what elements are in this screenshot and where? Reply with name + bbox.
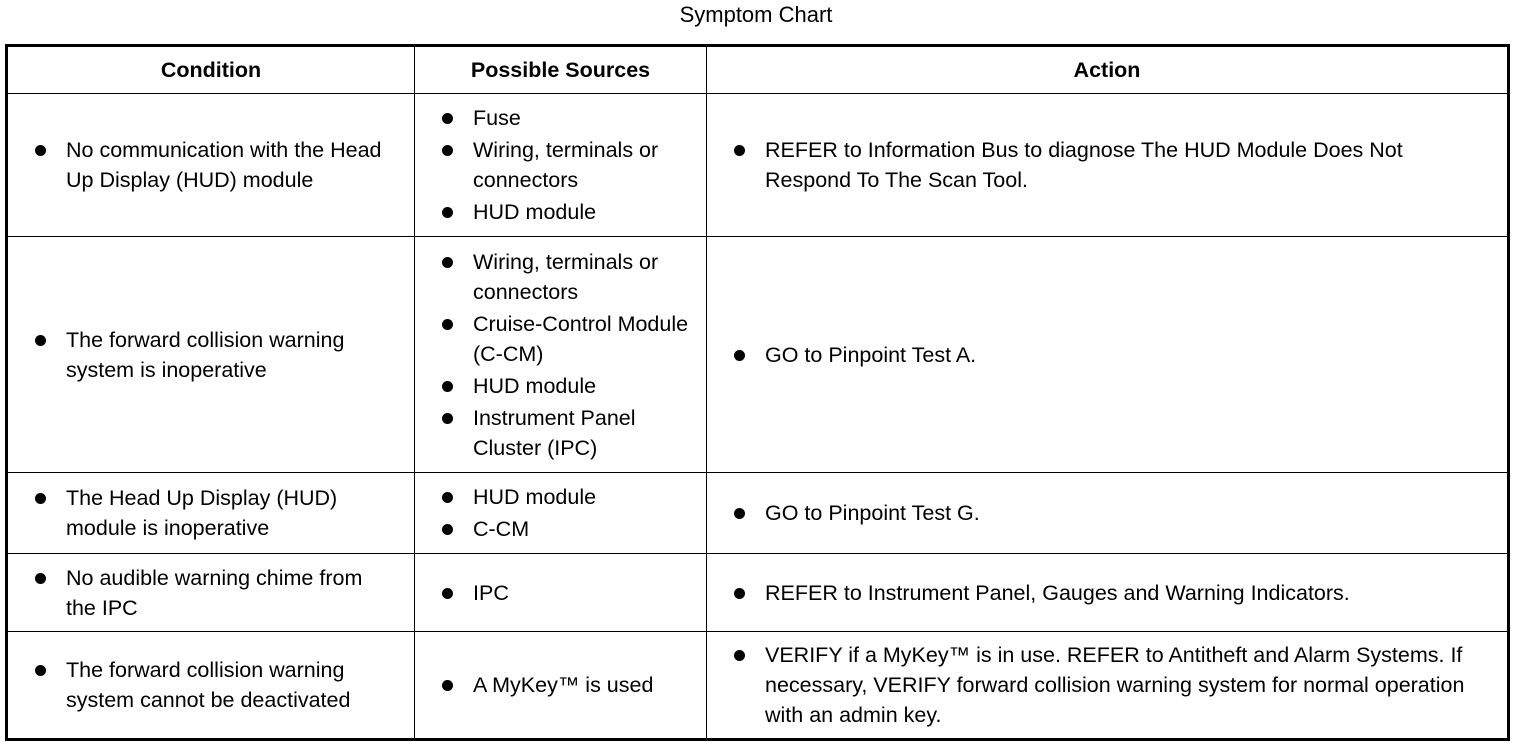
condition-cell: [7, 632, 415, 740]
action-item: GO to Pinpoint Test G.: [731, 498, 1493, 528]
source-item: C-CM: [439, 514, 696, 544]
action-cell: [707, 237, 1509, 473]
symptom-chart-table: [5, 44, 1510, 741]
source-item: HUD module: [439, 197, 696, 227]
sources-cell: [415, 237, 707, 473]
condition-cell: [7, 237, 415, 473]
condition-item: No communication with the Head Up Display (HUD) module: [32, 135, 384, 195]
action-cell: [707, 632, 1509, 740]
action-header: Action: [707, 46, 1509, 94]
source-item: A MyKey™ is used: [439, 670, 696, 700]
condition-item: The forward collision warning system is inoperative: [32, 325, 384, 385]
action-item: REFER to Information Bus to diagnose The HUD Module Does Not Respond To The Scan Tool.: [731, 135, 1477, 195]
condition-item: No audible warning chime from the IPC: [32, 563, 374, 623]
possible-sources-header: Possible Sources: [415, 46, 707, 94]
chart-title: Symptom Chart: [679, 2, 833, 27]
condition-header: Condition: [7, 46, 415, 94]
source-item: IPC: [439, 578, 696, 608]
condition-item: The Head Up Display (HUD) module is inoperative: [32, 483, 384, 543]
source-item: Wiring, terminals or connectors: [439, 135, 696, 195]
action-cell: [707, 94, 1509, 237]
source-item: Fuse: [439, 103, 696, 133]
sources-cell: [415, 94, 707, 237]
condition-cell: [7, 554, 415, 632]
table-row: [7, 554, 1509, 632]
action-item: GO to Pinpoint Test A.: [731, 340, 1493, 370]
source-item: Cruise-Control Module (C-CM): [439, 309, 696, 369]
action-item: REFER to Instrument Panel, Gauges and Warning Indicators.: [731, 578, 1493, 608]
action-cell: [707, 473, 1509, 554]
condition-cell: [7, 94, 415, 237]
source-item: HUD module: [439, 482, 696, 512]
source-item: Wiring, terminals or connectors: [439, 247, 696, 307]
action-cell: [707, 554, 1509, 632]
header-row: [7, 46, 1509, 94]
condition-item: The forward collision warning system cannot be deactivated: [32, 655, 404, 715]
table-row: [7, 94, 1509, 237]
sources-cell: [415, 554, 707, 632]
condition-cell: [7, 473, 415, 554]
source-item: Instrument Panel Cluster (IPC): [439, 403, 696, 463]
source-item: HUD module: [439, 371, 696, 401]
sources-cell: [415, 473, 707, 554]
action-item: VERIFY if a MyKey™ is in use. REFER to Antitheft and Alarm Systems. If necessary, VERIFY forward collision warning system for normal operation with an admin key.: [731, 640, 1487, 730]
table-row: [7, 632, 1509, 740]
sources-cell: [415, 632, 707, 740]
table-row: [7, 237, 1509, 473]
table-row: [7, 473, 1509, 554]
